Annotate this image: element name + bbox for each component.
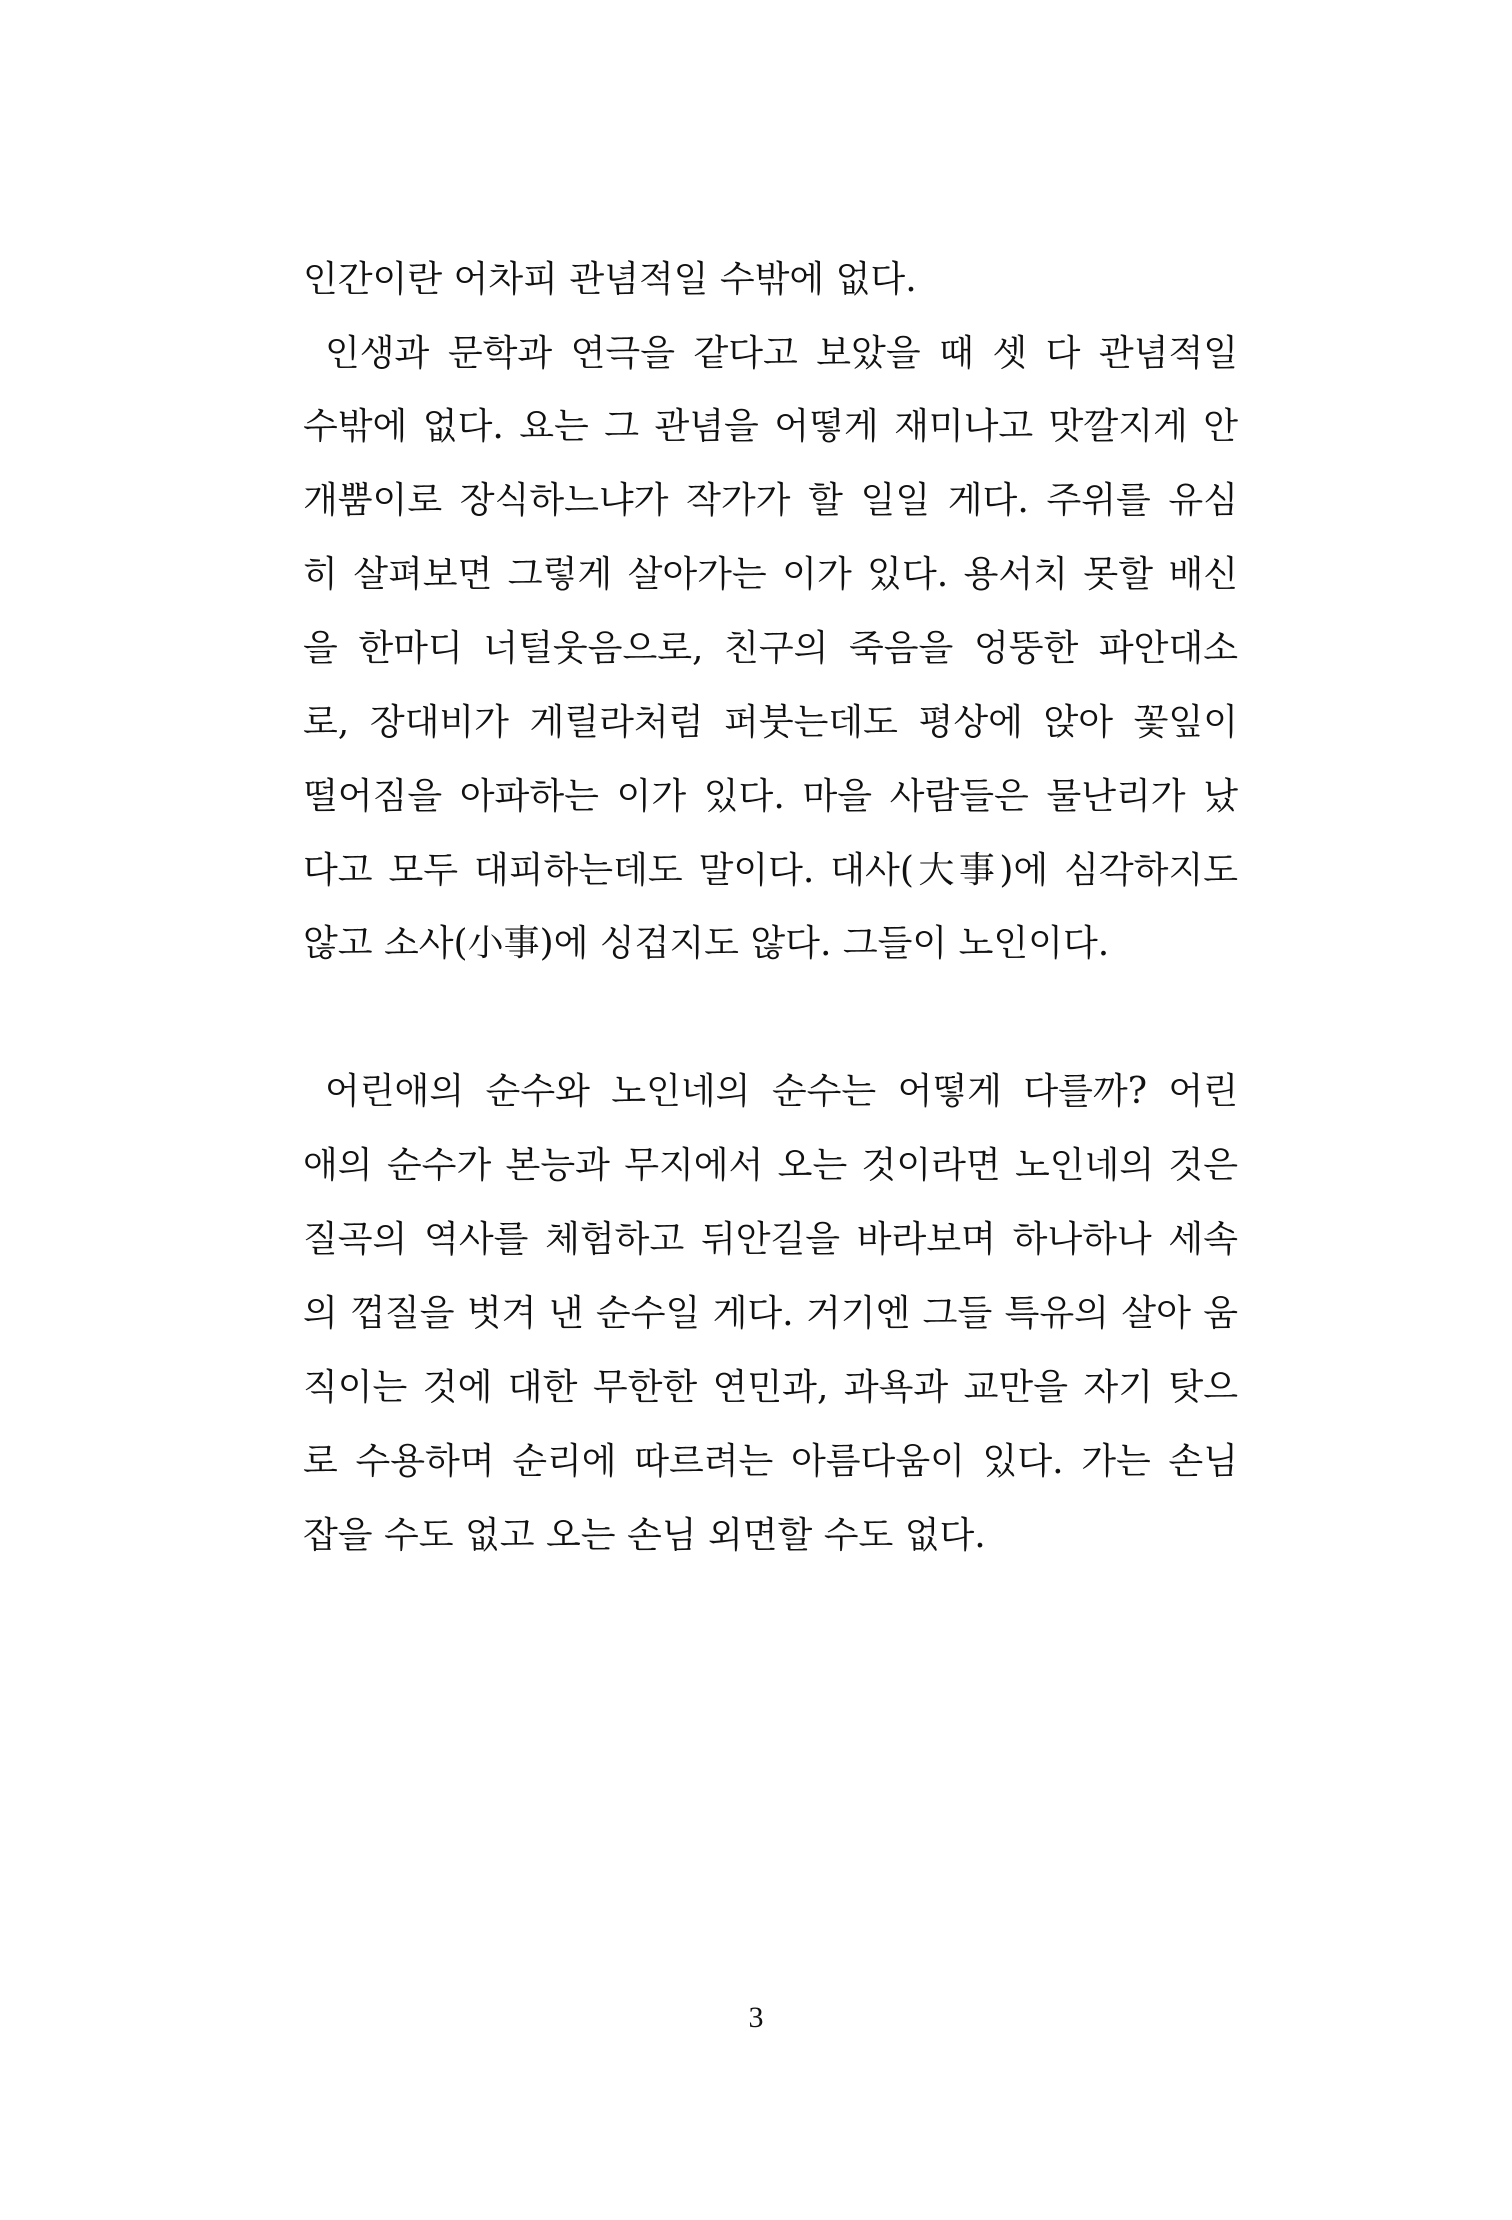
paragraph-line: 로 수용하며 순리에 따르려는 아름다움이 있다. 가는 손님 <box>303 1441 1238 1482</box>
paragraph-line: 떨어짐을 아파하는 이가 있다. 마을 사람들은 물난리가 났 <box>303 776 1238 817</box>
paragraph-line: 인생과 문학과 연극을 같다고 보았을 때 셋 다 관념적일 <box>325 333 1238 374</box>
paragraph-line: 수밖에 없다. 요는 그 관념을 어떻게 재미나고 맛깔지게 안 <box>303 406 1238 447</box>
paragraph-line: 어린애의 순수와 노인네의 순수는 어떻게 다를까? 어린 <box>325 1071 1238 1112</box>
paragraph-line: 않고 소사(小事)에 싱겁지도 않다. 그들이 노인이다. <box>303 923 1110 964</box>
paragraph-line: 인간이란 어차피 관념적일 수밖에 없다. <box>303 259 917 300</box>
paragraph-line: 의 껍질을 벗겨 낸 순수일 게다. 거기엔 그들 특유의 살아 움 <box>303 1293 1238 1334</box>
paragraph-line: 직이는 것에 대한 무한한 연민과, 과욕과 교만을 자기 탓으 <box>303 1367 1238 1408</box>
paragraph-line: 로, 장대비가 게릴라처럼 퍼붓는데도 평상에 앉아 꽃잎이 <box>303 702 1238 743</box>
paragraph-line: 을 한마디 너털웃음으로, 친구의 죽음을 엉뚱한 파안대소 <box>303 628 1238 669</box>
paragraph-line: 히 살펴보면 그렇게 살아가는 이가 있다. 용서치 못할 배신 <box>303 554 1238 595</box>
paragraph-line: 개뿜이로 장식하느냐가 작가가 할 일일 게다. 주위를 유심 <box>303 480 1238 521</box>
paragraph-line: 잡을 수도 없고 오는 손님 외면할 수도 없다. <box>303 1515 986 1556</box>
paragraph-line: 애의 순수가 본능과 무지에서 오는 것이라면 노인네의 것은 <box>303 1145 1238 1186</box>
paragraph-line: 질곡의 역사를 체험하고 뒤안길을 바라보며 하나하나 세속 <box>303 1219 1238 1260</box>
page-number: 3 <box>748 2001 764 2034</box>
paragraph-line: 다고 모두 대피하는데도 말이다. 대사(大事)에 심각하지도 <box>303 850 1238 891</box>
